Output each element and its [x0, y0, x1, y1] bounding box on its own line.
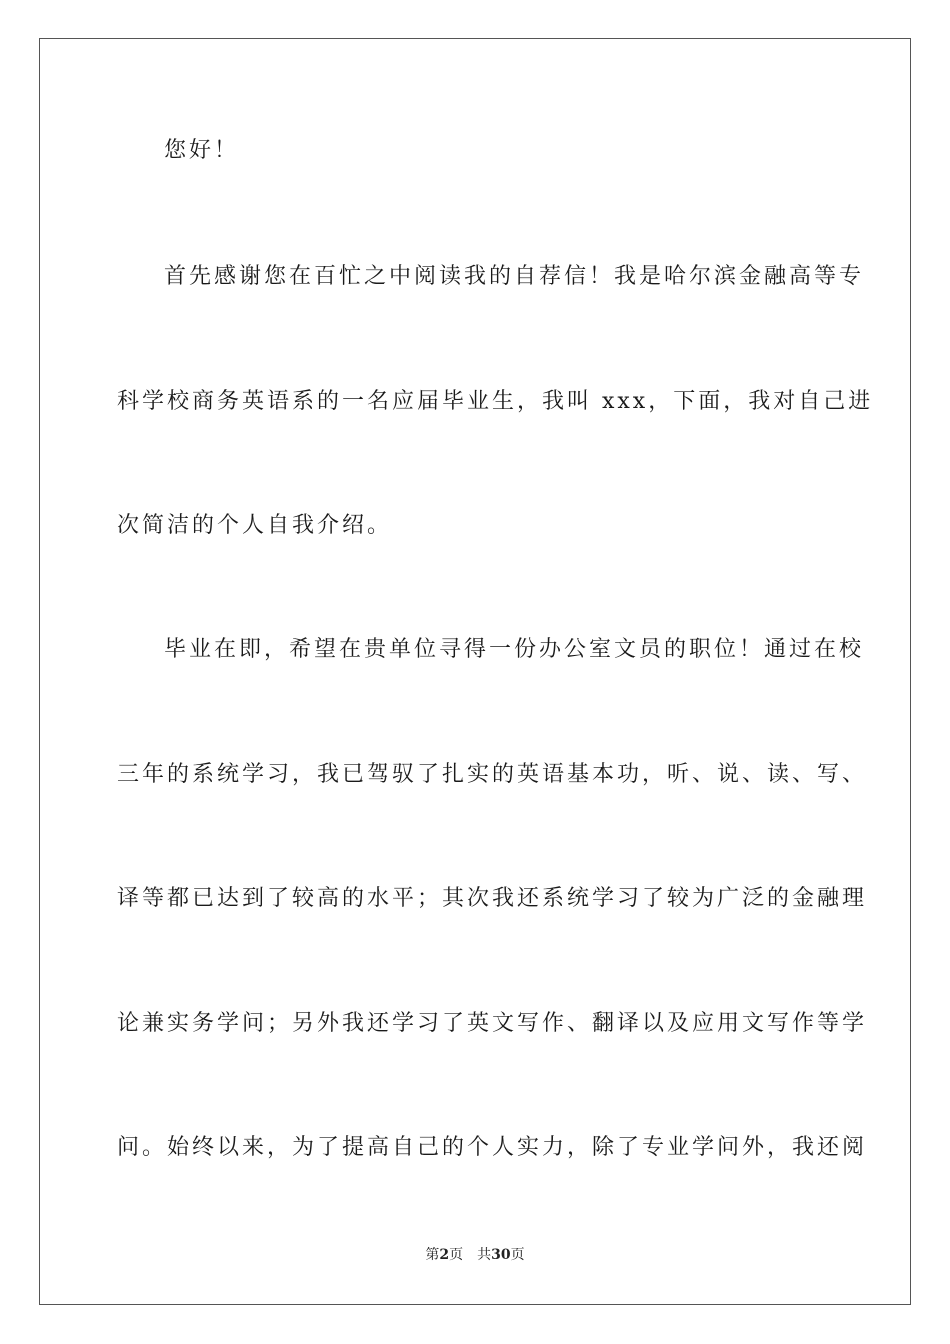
paragraph-2-line-3: 译等都已达到了较高的水平；其次我还系统学习了较为广泛的金融理 [117, 886, 868, 911]
total-pages: 共30页 [477, 1247, 525, 1263]
page-border [39, 38, 911, 1305]
paragraph-2-line-2: 三年的系统学习，我已驾驭了扎实的英语基本功，听、说、读、写、 [117, 762, 868, 787]
page-footer [0, 1245, 950, 1265]
paragraph-2-line-4: 论兼实务学问；另外我还学习了英文写作、翻译以及应用文写作等学 [117, 1011, 868, 1036]
paragraph-2-line-1: 毕业在即，希望在贵单位寻得一份办公室文员的职位！通过在校 [164, 637, 865, 662]
paragraph-1-line-1: 首先感谢您在百忙之中阅读我的自荐信！我是哈尔滨金融高等专 [164, 264, 865, 289]
greeting: 您好！ [164, 138, 240, 163]
paragraph-1-line-2: 科学校商务英语系的一名应届毕业生，我叫 xxx，下面，我对自己进 [117, 389, 874, 414]
page-number: 第2页 [425, 1247, 464, 1263]
paragraph-1-line-3: 次简洁的个人自我介绍。 [117, 513, 393, 538]
paragraph-2-line-5: 问。始终以来，为了提高自己的个人实力，除了专业学问外，我还阅 [117, 1135, 868, 1160]
